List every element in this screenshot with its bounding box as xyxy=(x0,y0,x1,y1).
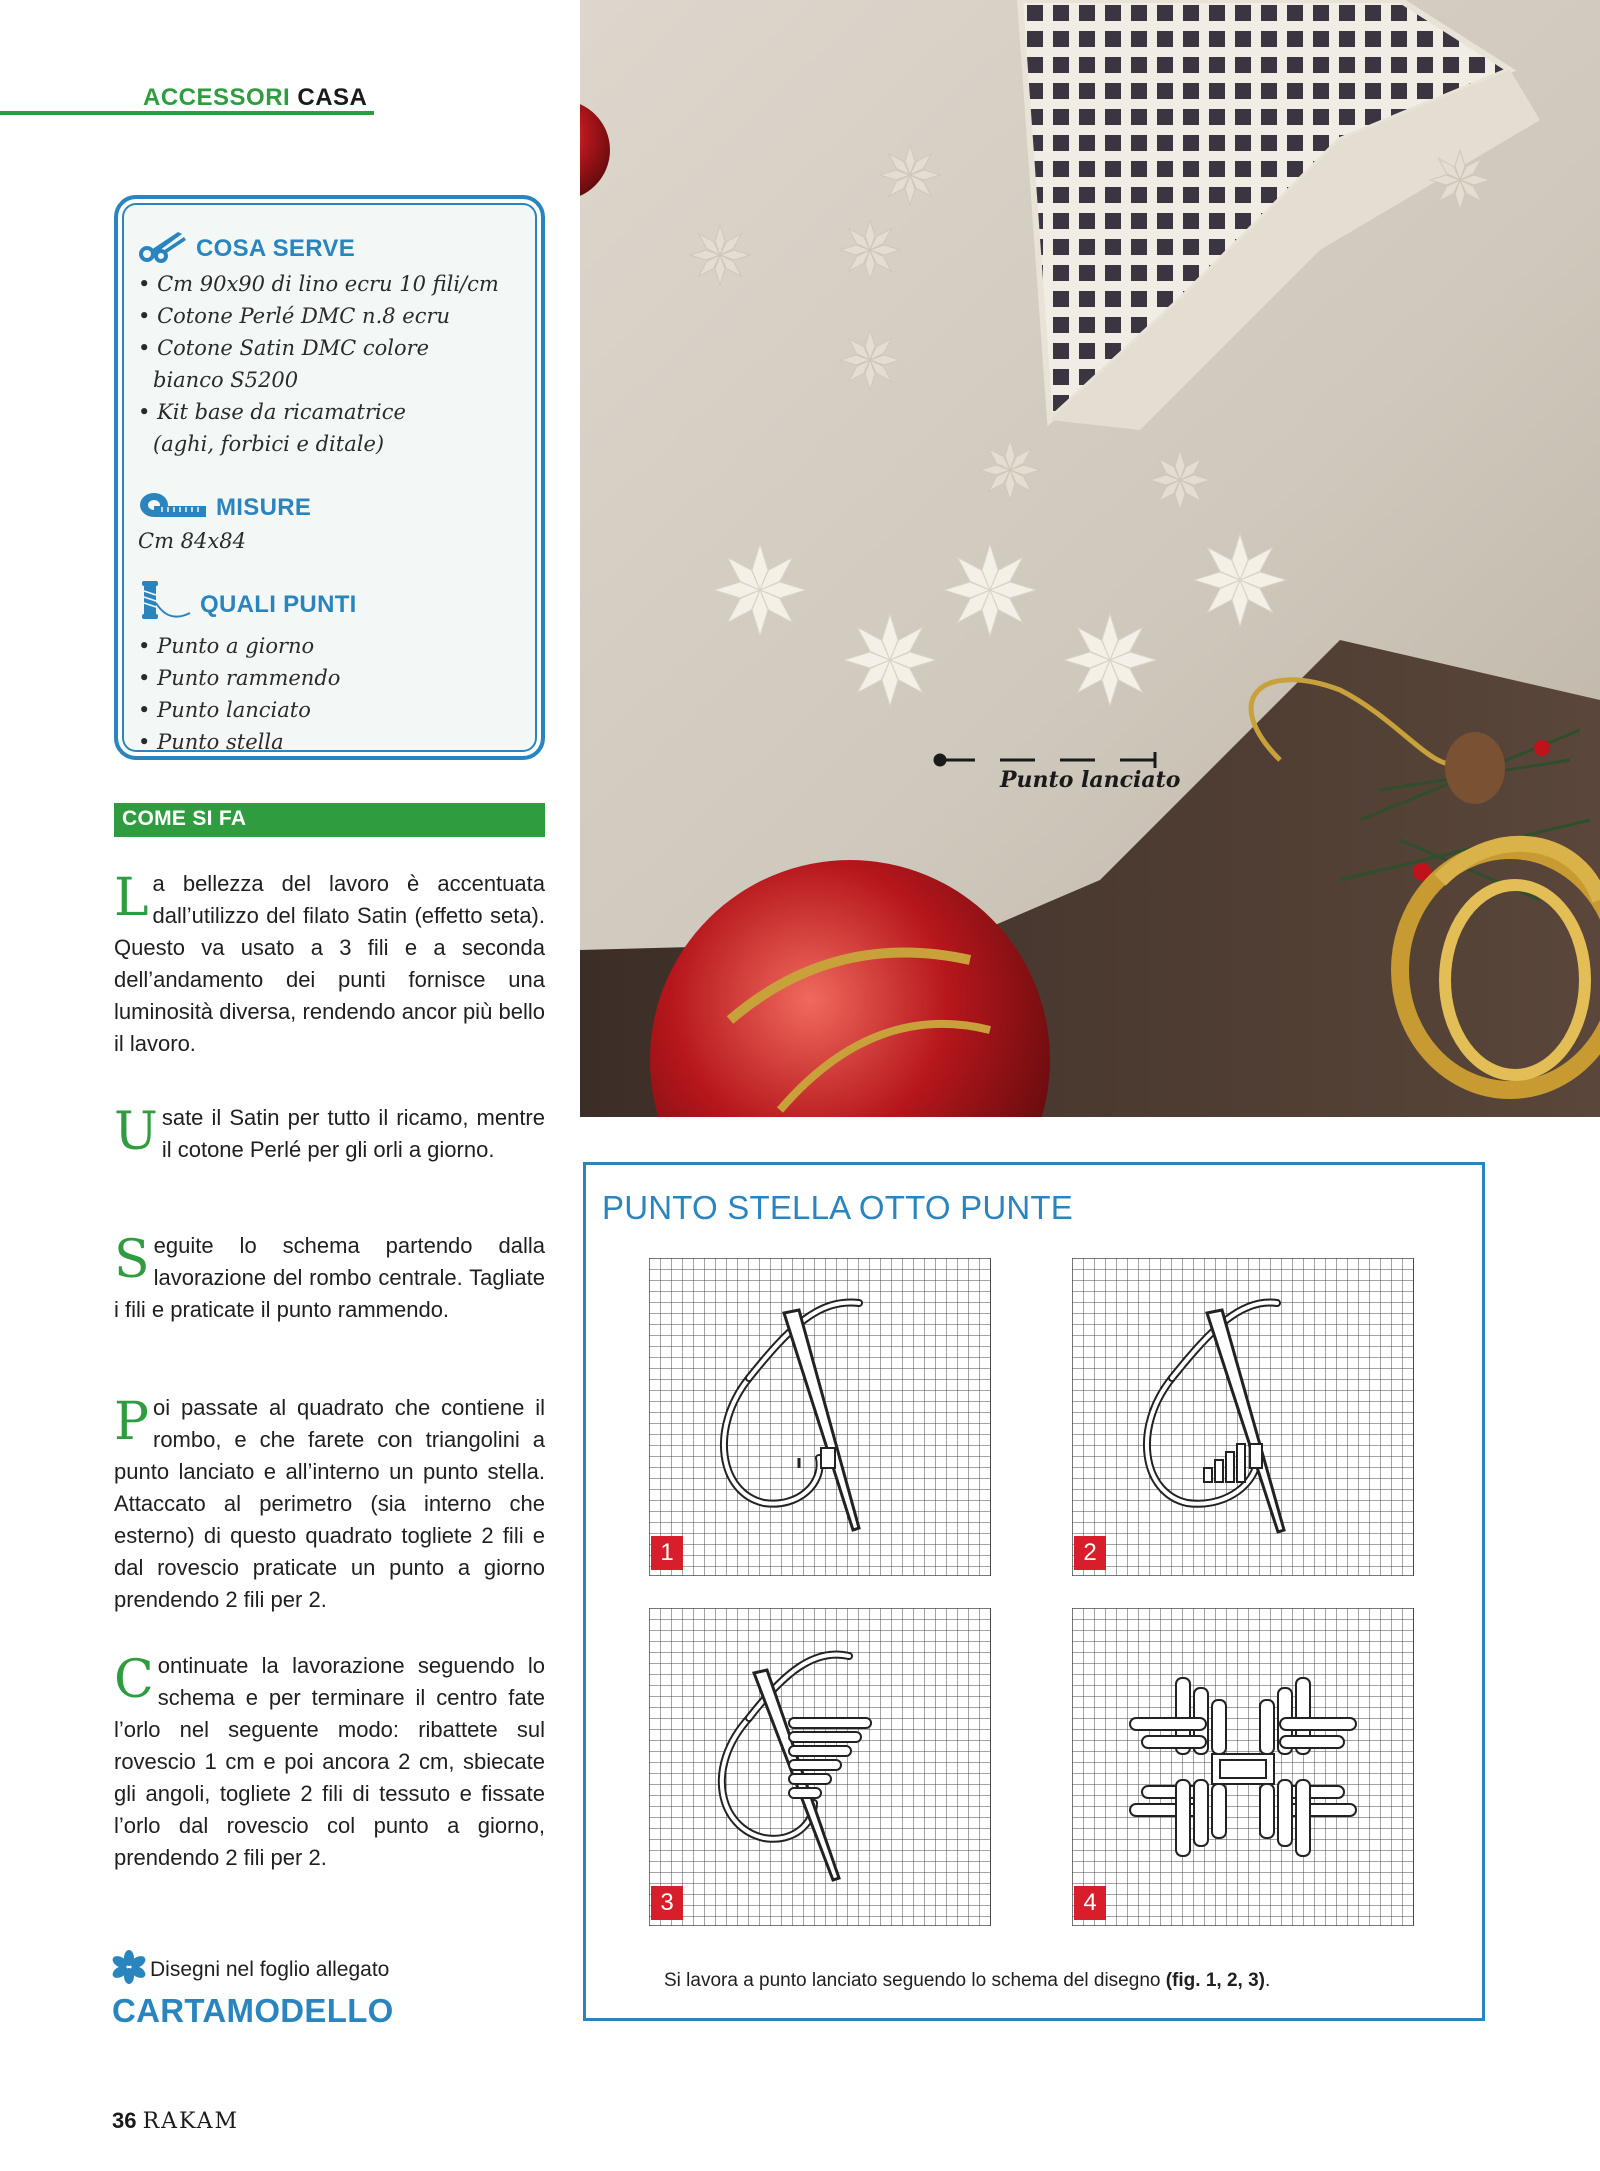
quali-punti-heading xyxy=(138,579,523,630)
list-item: • Punto a giorno xyxy=(138,630,523,662)
header-rule xyxy=(0,111,374,115)
figure-number-badge: 3 xyxy=(651,1886,683,1920)
list-item: bianco S5200 xyxy=(153,368,299,392)
asterisk-icon xyxy=(112,1950,146,1990)
come-si-fa-heading: COME SI FA xyxy=(114,803,545,837)
drop-cap: P xyxy=(114,1392,149,1452)
drop-cap: L xyxy=(114,868,149,928)
paragraph-text: a bellezza del lavoro è accentuata dall’utilizzo del filato Satin (effetto seta). Questo va usato a 3 fili e a seconda dell’andamento dei punti fornisce una luminosità diversa, rendendo ancor più bello il lavoro. xyxy=(114,871,545,1056)
section-label xyxy=(143,84,367,112)
figure-4 xyxy=(1072,1608,1414,1926)
howto-paragraph-3 xyxy=(114,1230,545,1326)
stitch-diagram-1 xyxy=(649,1258,991,1576)
caption-end: . xyxy=(1264,1970,1271,1991)
misure-heading xyxy=(138,490,523,525)
cosa-serve-heading xyxy=(138,229,523,268)
list-item: • Punto lanciato xyxy=(138,694,523,726)
list-item: • Punto stella xyxy=(138,726,523,758)
stitch-diagram-4 xyxy=(1072,1608,1414,1926)
figure-3 xyxy=(649,1608,991,1926)
figure-number-badge: 1 xyxy=(651,1536,683,1570)
diagram-caption xyxy=(664,1970,1270,1992)
list-item: (aghi, forbici e ditale) xyxy=(153,432,385,456)
drop-cap: C xyxy=(114,1650,154,1710)
figure-1 xyxy=(649,1258,991,1576)
caption-figure-ref: (fig. 1, 2, 3) xyxy=(1165,1970,1265,1991)
stitch-diagram-2 xyxy=(1072,1258,1414,1576)
measuring-tape-icon xyxy=(138,490,208,525)
cartamodello-text: Disegni nel foglio allegato xyxy=(150,1958,390,1981)
paragraph-text: eguite lo schema partendo dalla lavorazione del rombo centrale. Tagliate i fili e praticate il punto rammendo. xyxy=(114,1233,545,1322)
stitch-diagram-3 xyxy=(649,1608,991,1926)
tablecloth-photo xyxy=(580,0,1600,1117)
list-item: • Cm 90x90 di lino ecru 10 fili/cm xyxy=(138,268,523,300)
thread-spool-icon xyxy=(138,579,192,630)
scissors-icon xyxy=(138,229,188,268)
diagram-title: PUNTO STELLA OTTO PUNTE xyxy=(602,1189,1073,1226)
list-item: • Cotone Satin DMC colore xyxy=(138,332,523,364)
diagram-box xyxy=(583,1162,1485,2021)
misure-value: Cm 84x84 xyxy=(138,529,246,553)
paragraph-text: sate il Satin per tutto il ricamo, mentre il cotone Perlé per gli orli a giorno. xyxy=(161,1105,545,1162)
list-item: • Kit base da ricamatrice xyxy=(138,396,523,428)
quali-punti-title: QUALI PUNTI xyxy=(200,590,357,618)
howto-paragraph-2 xyxy=(114,1102,545,1166)
paragraph-text: ontinuate la lavorazione seguendo lo schema e per terminare il centro fate l’orlo nel seguente modo: ribattete sul rovescio 1 cm e poi ancora 2 cm, sbiecate gli angoli, togliete 2 fili di tessuto e fissate l’orlo dal rovescio col punto a giorno, prendendo 2 fili per 2. xyxy=(114,1653,545,1870)
misure-title: MISURE xyxy=(216,493,312,521)
figure-number-badge: 4 xyxy=(1074,1886,1106,1920)
howto-paragraph-5 xyxy=(114,1650,545,1874)
figure-2 xyxy=(1072,1258,1414,1576)
howto-paragraph-1 xyxy=(114,868,545,1060)
page-number: 36 xyxy=(112,2108,137,2133)
section-label-dark: CASA xyxy=(297,84,368,111)
drop-cap: S xyxy=(114,1230,150,1290)
paragraph-text: oi passate al quadrato che contiene il rombo, e che farete con triangolini a punto lanciato e all’interno un punto stella. Attaccato al perimetro (sia interno che esterno) di questo quadrato togliete 2 fili e dal rovescio praticate un punto a giorno prendendo 2 fili per 2. xyxy=(114,1395,545,1612)
cartamodello-title: CARTAMODELLO xyxy=(112,1992,394,2029)
cosa-serve-title: COSA SERVE xyxy=(196,234,356,262)
page-footer xyxy=(112,2108,239,2134)
caption-text: Si lavora a punto lanciato seguendo lo schema del disegno xyxy=(664,1970,1166,1991)
drop-cap: U xyxy=(114,1102,158,1162)
punto-lanciato-label: Punto lanciato xyxy=(1000,767,1181,793)
cartamodello-note xyxy=(112,1950,394,2030)
section-label-green: ACCESSORI xyxy=(143,84,291,111)
list-item: • Cotone Perlé DMC n.8 ecru xyxy=(138,300,523,332)
howto-paragraph-4 xyxy=(114,1392,545,1616)
list-item: • Punto rammendo xyxy=(138,662,523,694)
magazine-name: RAKAM xyxy=(142,2109,240,2134)
materials-box xyxy=(114,195,545,760)
quali-punti-list xyxy=(138,630,523,758)
figure-number-badge: 2 xyxy=(1074,1536,1106,1570)
cosa-serve-list xyxy=(138,268,523,460)
